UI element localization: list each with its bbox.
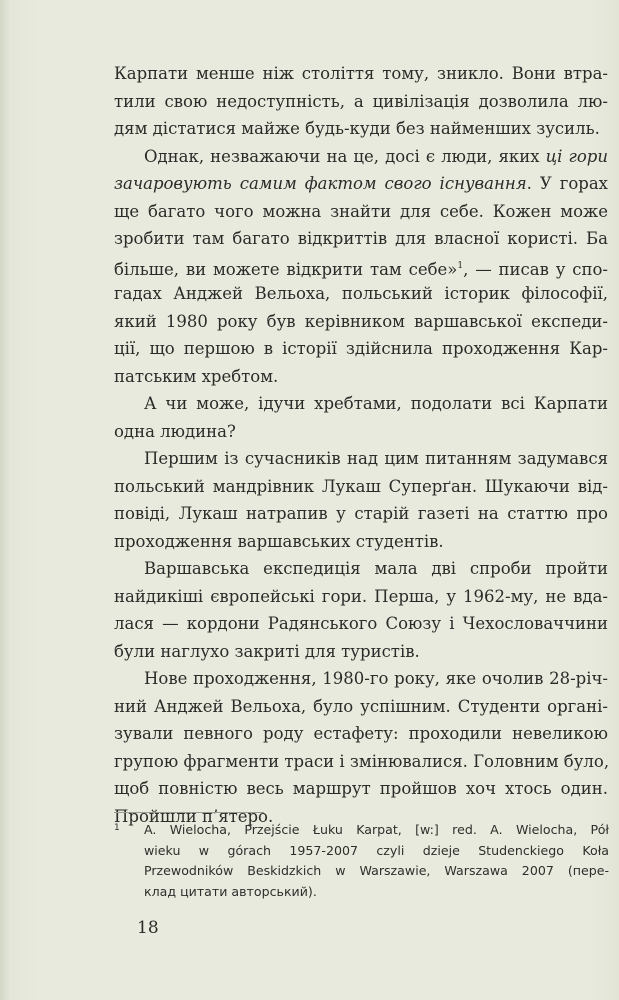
text-line: патським хребтом. [114, 366, 279, 386]
footnote [114, 820, 609, 902]
text-line: були наглухо закриті для туристів. [114, 641, 420, 661]
text-line: ції, що першою в історії здійснила проходження Кар- [114, 339, 608, 358]
text-line: Варшавська експедиція мала дві спроби пройти [144, 559, 608, 578]
main-text [114, 60, 614, 830]
italic-segment: ці гори [545, 146, 608, 166]
footnote-line: A. Wielocha, Przejście Łuku Karpat, [w:] red. A. Wielocha, Pół [144, 822, 609, 837]
text-line: проходження варшавських студентів. [114, 531, 444, 551]
italic-segment: зачаровують самим фактом свого існування [114, 174, 527, 193]
text-segment: більше, ви можете відкрити там себе» [114, 259, 458, 279]
text-line: який 1980 року був керівником варшавської експеди- [114, 311, 608, 331]
text-line: групою фрагменти траси і змінювалися. Головним було, [114, 751, 610, 771]
text-line: Першим із сучасників над цим питанням задумався [144, 449, 608, 468]
paragraph [114, 390, 614, 445]
text-line: зробити там багато відкриттів для власної користі. Ба [114, 229, 608, 248]
footnote-divider [114, 812, 264, 813]
paragraph [114, 555, 614, 665]
text-line: тили свою недоступність, а цивілізація дозволила лю- [114, 91, 608, 111]
text-segment: Однак, незважаючи на це, досі є люди, яких [144, 146, 546, 166]
text-line: ний Анджей Вельоха, було успішним. Студенти органі- [114, 696, 608, 716]
text-line: зували певного роду естафету: проходили невеликою [114, 724, 608, 743]
footnote-line: wieku w górach 1957-2007 czyli dzieje Studenckiego Koła [144, 842, 609, 858]
paragraph [114, 445, 614, 555]
footnote-reference[interactable]: 1 [457, 260, 464, 271]
text-line: польський мандрівник Лукаш Суперґан. Шукаючи від- [114, 476, 608, 496]
paragraph [114, 60, 614, 143]
footnote-mark: 1 [114, 823, 120, 833]
text-line: Пройшли п’ятеро. [114, 806, 274, 826]
text-line: Нове проходження, 1980-го року, яке очолив 28-річ- [144, 669, 608, 688]
text-line: дям дістатися майже будь-куди без найменших зусиль. [114, 119, 600, 138]
text-line: одна людина? [114, 421, 236, 441]
text-line: ще багато чого можна знайти для себе. Кожен може [114, 201, 608, 221]
text-line [114, 170, 608, 198]
text-line: гадах Анджей Вельоха, польський історик філософії, [114, 284, 608, 303]
footnote-line: Przewodników Beskidzkich w Warszawie, Warszawa 2007 (пере- [144, 863, 609, 878]
text-line [114, 143, 608, 171]
text-line: А чи може, ідучи хребтами, подолати всі Карпати [144, 394, 608, 413]
text-line: найдикіші європейські гори. Перша, у 1962-му, не вда- [114, 586, 608, 606]
paragraph [114, 665, 614, 830]
text-line: Карпати менше ніж століття тому, зникло. Вони втра- [114, 64, 608, 83]
text-line: щоб повністю весь маршрут пройшов хоч хтось один. [114, 779, 608, 798]
text-line: повіді, Лукаш натрапив у старій газеті на статтю про [114, 504, 608, 523]
text-line: лася — кордони Радянського Союзу і Чехословаччини [114, 614, 608, 633]
text-segment: , — писав у спо- [463, 259, 609, 279]
paragraph [114, 143, 614, 391]
page-number: 18 [137, 918, 159, 938]
footnote-line: клад цитати авторський). [144, 883, 317, 899]
text-line [114, 253, 608, 281]
text-segment: . У горах [526, 174, 608, 193]
